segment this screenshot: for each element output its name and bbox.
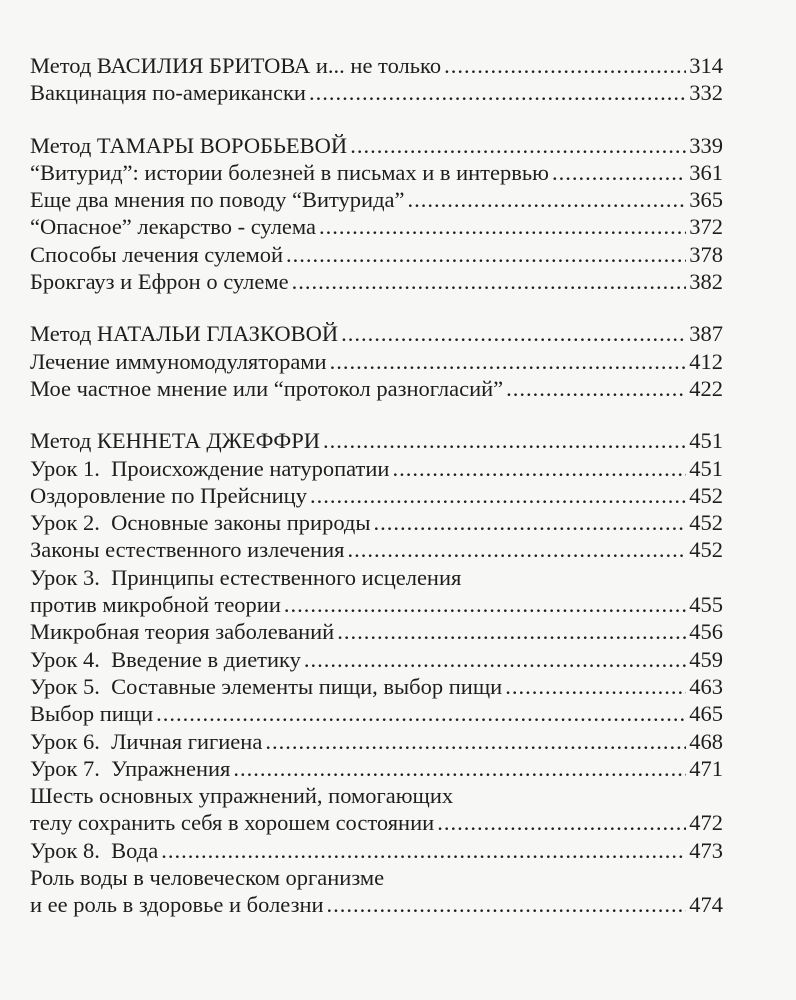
toc-line xyxy=(30,618,723,645)
page-number: 452 xyxy=(689,510,723,536)
toc-line xyxy=(30,591,723,618)
page-number: 387 xyxy=(689,321,723,347)
dot-leader xyxy=(444,52,686,79)
entry-title: Метод НАТАЛЬИ ГЛАЗКОВОЙ xyxy=(30,321,339,347)
entry-title: Метод КЕННЕТА ДЖЕФФРИ xyxy=(30,428,320,454)
toc-line xyxy=(30,320,723,347)
toc-entry xyxy=(30,509,723,536)
dot-leader xyxy=(408,186,687,213)
page-number: 451 xyxy=(689,455,723,481)
toc-line xyxy=(30,52,723,79)
toc-line xyxy=(30,186,723,213)
toc-entry xyxy=(30,213,723,240)
toc-line xyxy=(30,755,723,782)
entry-title: телу сохранить себя в хорошем состоянии xyxy=(30,810,435,836)
page-number: 473 xyxy=(689,837,723,863)
toc-line xyxy=(30,536,723,563)
toc-section xyxy=(30,427,723,918)
dot-leader xyxy=(506,375,686,402)
page-number: 314 xyxy=(689,53,723,78)
page-number: 456 xyxy=(689,619,723,645)
entry-title: Еще два мнения по поводу “Витурида” xyxy=(30,187,405,213)
toc-line xyxy=(30,348,723,375)
toc-entry xyxy=(30,673,723,700)
toc-entry xyxy=(30,348,723,375)
toc-entry xyxy=(30,79,723,106)
entry-title: Мое частное мнение или “протокол разногласий” xyxy=(30,375,504,401)
entry-title: Урок 1. Происхождение натуропатии xyxy=(30,455,390,481)
toc-line xyxy=(30,728,723,755)
dot-leader xyxy=(327,891,687,918)
page-number: 474 xyxy=(689,892,723,918)
entry-title: Выбор пищи xyxy=(30,701,154,727)
page-number: 452 xyxy=(689,482,723,508)
entry-title: Роль воды в человеческом организме xyxy=(30,865,385,891)
toc-line xyxy=(30,837,723,864)
dot-leader xyxy=(323,427,686,454)
entry-title: Метод ВАСИЛИЯ БРИТОВА и... не только xyxy=(30,53,442,78)
dot-leader xyxy=(310,482,686,509)
entry-title: Урок 5. Составные элементы пищи, выбор пищи xyxy=(30,673,503,699)
dot-leader xyxy=(337,618,686,645)
dot-leader xyxy=(392,455,686,482)
toc-entry xyxy=(30,755,723,782)
page-number: 455 xyxy=(689,592,723,618)
dot-leader xyxy=(265,728,686,755)
toc-line xyxy=(30,564,723,591)
dot-leader xyxy=(341,320,686,347)
toc-entry xyxy=(30,482,723,509)
toc-line xyxy=(30,213,723,240)
page-number: 378 xyxy=(689,241,723,267)
toc-line xyxy=(30,482,723,509)
dot-leader xyxy=(347,536,686,563)
entry-title: Брокгауз и Ефрон о сулеме xyxy=(30,269,289,295)
dot-leader xyxy=(319,213,686,240)
entry-title: и ее роль в здоровье и болезни xyxy=(30,892,324,918)
dot-leader xyxy=(350,132,686,159)
toc-entry xyxy=(30,375,723,402)
entry-title: Законы естественного излечения xyxy=(30,537,345,563)
dot-leader xyxy=(437,809,686,836)
toc-entry xyxy=(30,564,723,619)
toc-line xyxy=(30,268,723,295)
toc-line xyxy=(30,79,723,106)
page-number: 468 xyxy=(689,728,723,754)
toc-entry xyxy=(30,618,723,645)
page-number: 471 xyxy=(689,755,723,781)
entry-title: Способы лечения сулемой xyxy=(30,241,283,267)
page-number: 361 xyxy=(689,159,723,185)
entry-title: Шесть основных упражнений, помогающих xyxy=(30,783,454,809)
toc-line xyxy=(30,132,723,159)
dot-leader xyxy=(161,837,686,864)
page-number: 382 xyxy=(689,269,723,295)
entry-title: против микробной теории xyxy=(30,592,281,618)
page-number: 422 xyxy=(689,375,723,401)
entry-title: Урок 4. Введение в диетику xyxy=(30,646,301,672)
toc-line xyxy=(30,241,723,268)
page-number: 372 xyxy=(689,214,723,240)
entry-title: Урок 7. Упражнения xyxy=(30,755,231,781)
entry-title: Урок 2. Основные законы природы xyxy=(30,510,371,536)
dot-leader xyxy=(374,509,687,536)
dot-leader xyxy=(284,591,686,618)
table-of-contents xyxy=(30,52,723,944)
dot-leader xyxy=(304,646,686,673)
toc-entry xyxy=(30,837,723,864)
entry-title: Урок 3. Принципы естественного исцеления xyxy=(30,564,462,590)
page-number: 465 xyxy=(689,701,723,727)
dot-leader xyxy=(156,700,686,727)
dot-leader xyxy=(233,755,686,782)
toc-entry xyxy=(30,646,723,673)
toc-line xyxy=(30,375,723,402)
toc-entry xyxy=(30,536,723,563)
toc-entry xyxy=(30,186,723,213)
toc-line xyxy=(30,673,723,700)
toc-entry xyxy=(30,52,723,79)
entry-title: Урок 8. Вода xyxy=(30,837,159,863)
toc-entry xyxy=(30,782,723,837)
toc-line xyxy=(30,455,723,482)
entry-title: Урок 6. Личная гигиена xyxy=(30,728,263,754)
dot-leader xyxy=(505,673,686,700)
entry-title: Оздоровление по Прейсницу xyxy=(30,482,307,508)
page-number: 339 xyxy=(689,132,723,158)
page-number: 472 xyxy=(689,810,723,836)
page-number: 451 xyxy=(689,428,723,454)
entry-title: “Опасное” лекарство - сулема xyxy=(30,214,316,240)
dot-leader xyxy=(292,268,687,295)
page-number: 412 xyxy=(689,348,723,374)
toc-entry xyxy=(30,864,723,919)
toc-entry xyxy=(30,427,723,454)
entry-title: Вакцинация по-американски xyxy=(30,80,306,106)
entry-title: Лечение иммуномодуляторами xyxy=(30,348,327,374)
toc-entry xyxy=(30,728,723,755)
entry-title: “Витурид”: истории болезней в письмах и в интервью xyxy=(30,159,549,185)
toc-entry xyxy=(30,132,723,159)
toc-line xyxy=(30,509,723,536)
toc-line xyxy=(30,700,723,727)
toc-entry xyxy=(30,700,723,727)
toc-line xyxy=(30,809,723,836)
toc-line xyxy=(30,864,723,891)
dot-leader xyxy=(309,79,686,106)
toc-section xyxy=(30,132,723,296)
toc-entry xyxy=(30,455,723,482)
toc-line xyxy=(30,782,723,809)
dot-leader xyxy=(330,348,687,375)
toc-section xyxy=(30,52,723,107)
toc-entry xyxy=(30,241,723,268)
dot-leader xyxy=(286,241,686,268)
toc-entry xyxy=(30,159,723,186)
page-number: 452 xyxy=(689,537,723,563)
page-number: 459 xyxy=(689,646,723,672)
toc-line xyxy=(30,891,723,918)
entry-title: Метод ТАМАРЫ ВОРОБЬЕВОЙ xyxy=(30,132,348,158)
toc-line xyxy=(30,646,723,673)
page-number: 463 xyxy=(689,673,723,699)
page-number: 332 xyxy=(689,80,723,106)
toc-section xyxy=(30,320,723,402)
dot-leader xyxy=(552,159,686,186)
page-number: 365 xyxy=(689,187,723,213)
toc-line xyxy=(30,427,723,454)
entry-title: Микробная теория заболеваний xyxy=(30,619,335,645)
toc-entry xyxy=(30,268,723,295)
toc-line xyxy=(30,159,723,186)
toc-entry xyxy=(30,320,723,347)
